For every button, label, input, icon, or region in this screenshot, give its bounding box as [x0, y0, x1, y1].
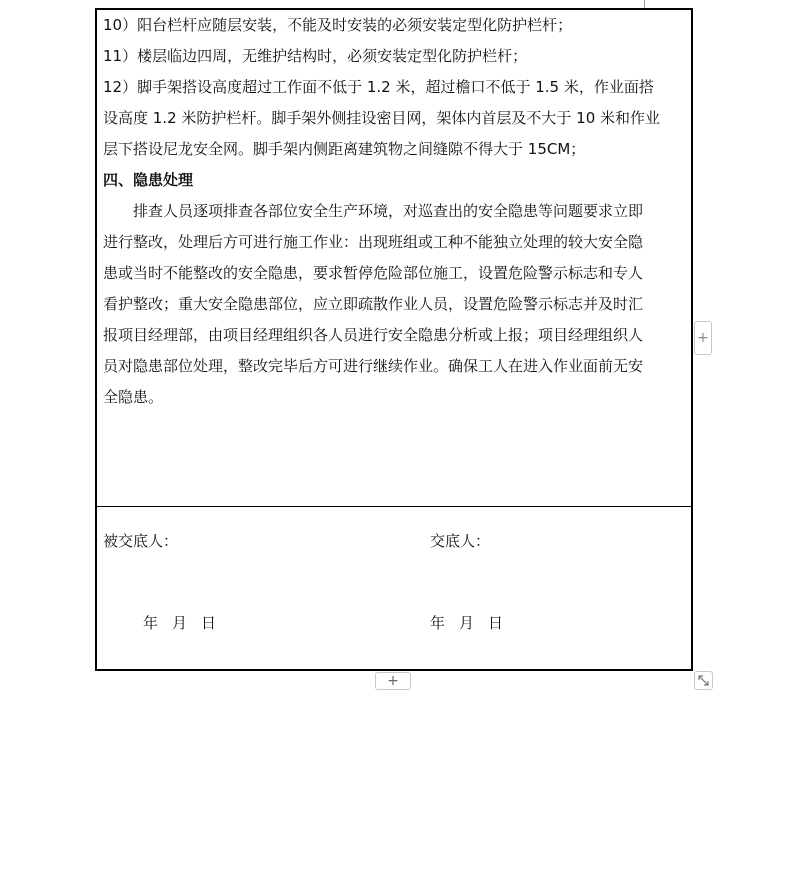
- signature-cell[interactable]: [97, 508, 691, 669]
- giver-month: 月: [459, 614, 475, 632]
- table-resize-handle[interactable]: [694, 671, 713, 690]
- body-line-1: 排查人员逐项排查各部位安全生产环境，对巡查出的安全隐患等问题要求立即: [133, 202, 644, 220]
- add-column-button[interactable]: [694, 321, 712, 355]
- body-line-4: 看护整改；重大安全隐患部位，应立即疏散作业人员，设置危险警示标志并及时汇: [103, 295, 644, 313]
- body-line-2: 进行整改，处理后方可进行施工作业：出现班组或工种不能独立处理的较大安全隐: [103, 233, 644, 251]
- receiver-month: 月: [172, 614, 188, 632]
- list-item-12-line-1: 12）脚手架搭设高度超过工作面不低于 1.2 米，超过檐口不低于 1.5 米，作业面搭: [103, 78, 654, 96]
- add-row-button[interactable]: [375, 672, 411, 690]
- section-heading: 四、隐患处理: [103, 171, 194, 189]
- giver-year: 年: [430, 614, 446, 632]
- body-line-6: 员对隐患部位处理，整改完毕后方可进行继续作业。确保工人在进入作业面前无安: [103, 357, 644, 375]
- document-table: [95, 8, 693, 671]
- table-top-tab: [644, 0, 645, 8]
- receiver-year: 年: [143, 614, 159, 632]
- body-line-5: 报项目经理部，由项目经理组织各人员进行安全隐患分析或上报；项目经理组织人: [103, 326, 644, 344]
- body-line-3: 患或当时不能整改的安全隐患，要求暂停危险部位施工，设置危险警示标志和专人: [103, 264, 644, 282]
- list-item-10: 10）阳台栏杆应随层安装，不能及时安装的必须安装定型化防护栏杆；: [103, 16, 573, 34]
- list-item-12-line-2: 设高度 1.2 米防护栏杆。脚手架外侧挂设密目网，架体内首层及不大于 10 米和作业: [103, 109, 661, 127]
- receiver-label: 被交底人：: [103, 532, 179, 550]
- giver-day: 日: [488, 614, 504, 632]
- receiver-day: 日: [201, 614, 217, 632]
- giver-date: [430, 612, 517, 633]
- plus-icon: +: [387, 673, 399, 689]
- list-item-11: 11）楼层临边四周，无维护结构时，必须安装定型化防护栏杆；: [103, 47, 528, 65]
- content-cell[interactable]: [97, 10, 691, 507]
- giver-label: 交底人：: [430, 532, 491, 550]
- receiver-date: [143, 612, 230, 633]
- resize-icon: [695, 672, 712, 689]
- plus-icon: +: [697, 330, 709, 346]
- body-line-7: 全隐患。: [103, 388, 164, 406]
- list-item-12-line-3: 层下搭设尼龙安全网。脚手架内侧距离建筑物之间缝隙不得大于 15CM；: [103, 140, 586, 158]
